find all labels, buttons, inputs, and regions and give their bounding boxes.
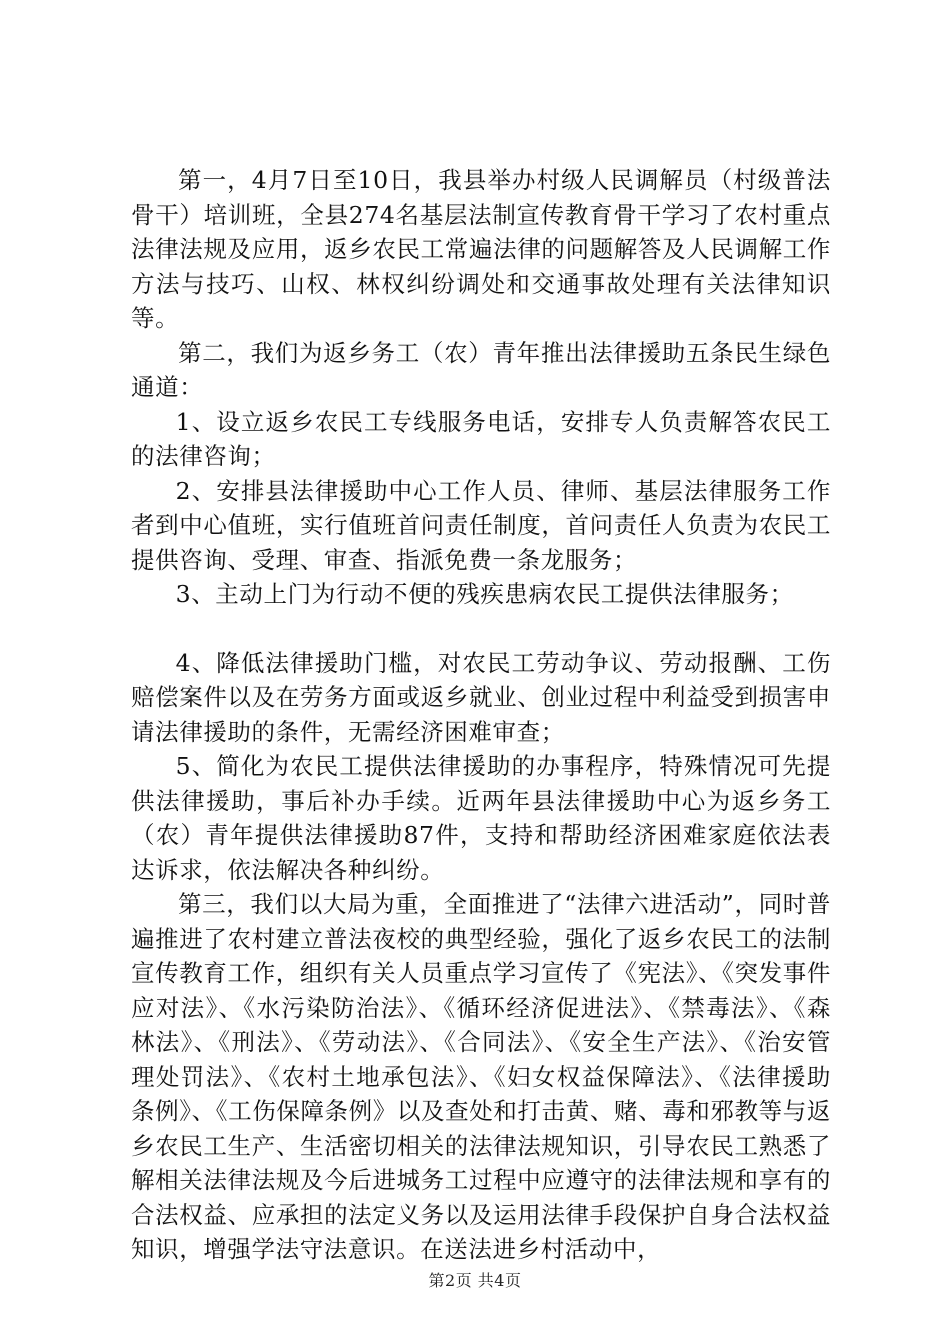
- paragraph-first-training: 第一，4月7日至10日，我县举办村级人民调解员（村级普法骨干）培训班，全县274名基层法制宣传教育骨干学习了农村重点法律法规及应用，返乡农民工常遍法律的问题解答及人民调解工作方法与技巧、山权、林权纠纷调处和交通事故处理有关法律知识等。: [131, 166, 831, 332]
- document-body: [131, 163, 831, 1267]
- paragraph-third-legal-education: 第三，我们以大局为重，全面推进了“法律六进活动”，同时普遍推进了农村建立普法夜校的典型经验，强化了返乡农民工的法制宣传教育工作，组织有关人员重点学习宣传了《宪法》、《突发事件应对法》、《水污染防治法》、《循环经济促进法》、《禁毒法》、《森林法》、《刑法》、《劳动法》、《合同法》、《安全生产法》、《治安管理处罚法》、《农村土地承包法》、《妇女权益保障法》、《法律援助条例》、《工伤保障条例》以及查处和打击黄、赌、毒和邪教等与返乡农民工生产、生活密切相关的法律法规知识，引导农民工熟悉了解相关法律法规及今后进城务工过程中应遵守的法律法规和享有的合法权益、应承担的法定义务以及运用法律手段保护自身合法权益知识，增强学法守法意识。在送法进乡村活动中，: [131, 890, 831, 1263]
- page-footer: 第2页 共4页: [428, 1271, 522, 1290]
- list-item-hotline: 1、设立返乡农民工专线服务电话，安排专人负责解答农民工的法律咨询；: [131, 407, 831, 470]
- list-item-door-service: 3、主动上门为行动不便的残疾患病农民工提供法律服务；: [175, 580, 794, 608]
- list-item-duty-system: 2、安排县法律援助中心工作人员、律师、基层法律服务工作者到中心值班，实行值班首问责任制度，首问责任人负责为农民工提供咨询、受理、审查、指派免费一条龙服务；: [131, 476, 831, 574]
- paragraph-second-channels: 第二，我们为返乡务工（农）青年推出法律援助五条民生绿色通道：: [131, 338, 831, 401]
- list-item-lower-threshold: 4、降低法律援助门槛，对农民工劳动争议、劳动报酬、工伤赔偿案件以及在劳务方面或返乡就业、创业过程中利益受到损害申请法律援助的条件，无需经济困难审查；: [131, 648, 831, 746]
- list-item-simplify-procedure: 5、简化为农民工提供法律援助的办事程序，特殊情况可先提供法律援助，事后补办手续。近两年县法律援助中心为返乡务工（农）青年提供法律援助87件，支持和帮助经济困难家庭依法表达诉求，依法解决各种纠纷。: [131, 752, 831, 884]
- paragraph-gap: [131, 612, 831, 646]
